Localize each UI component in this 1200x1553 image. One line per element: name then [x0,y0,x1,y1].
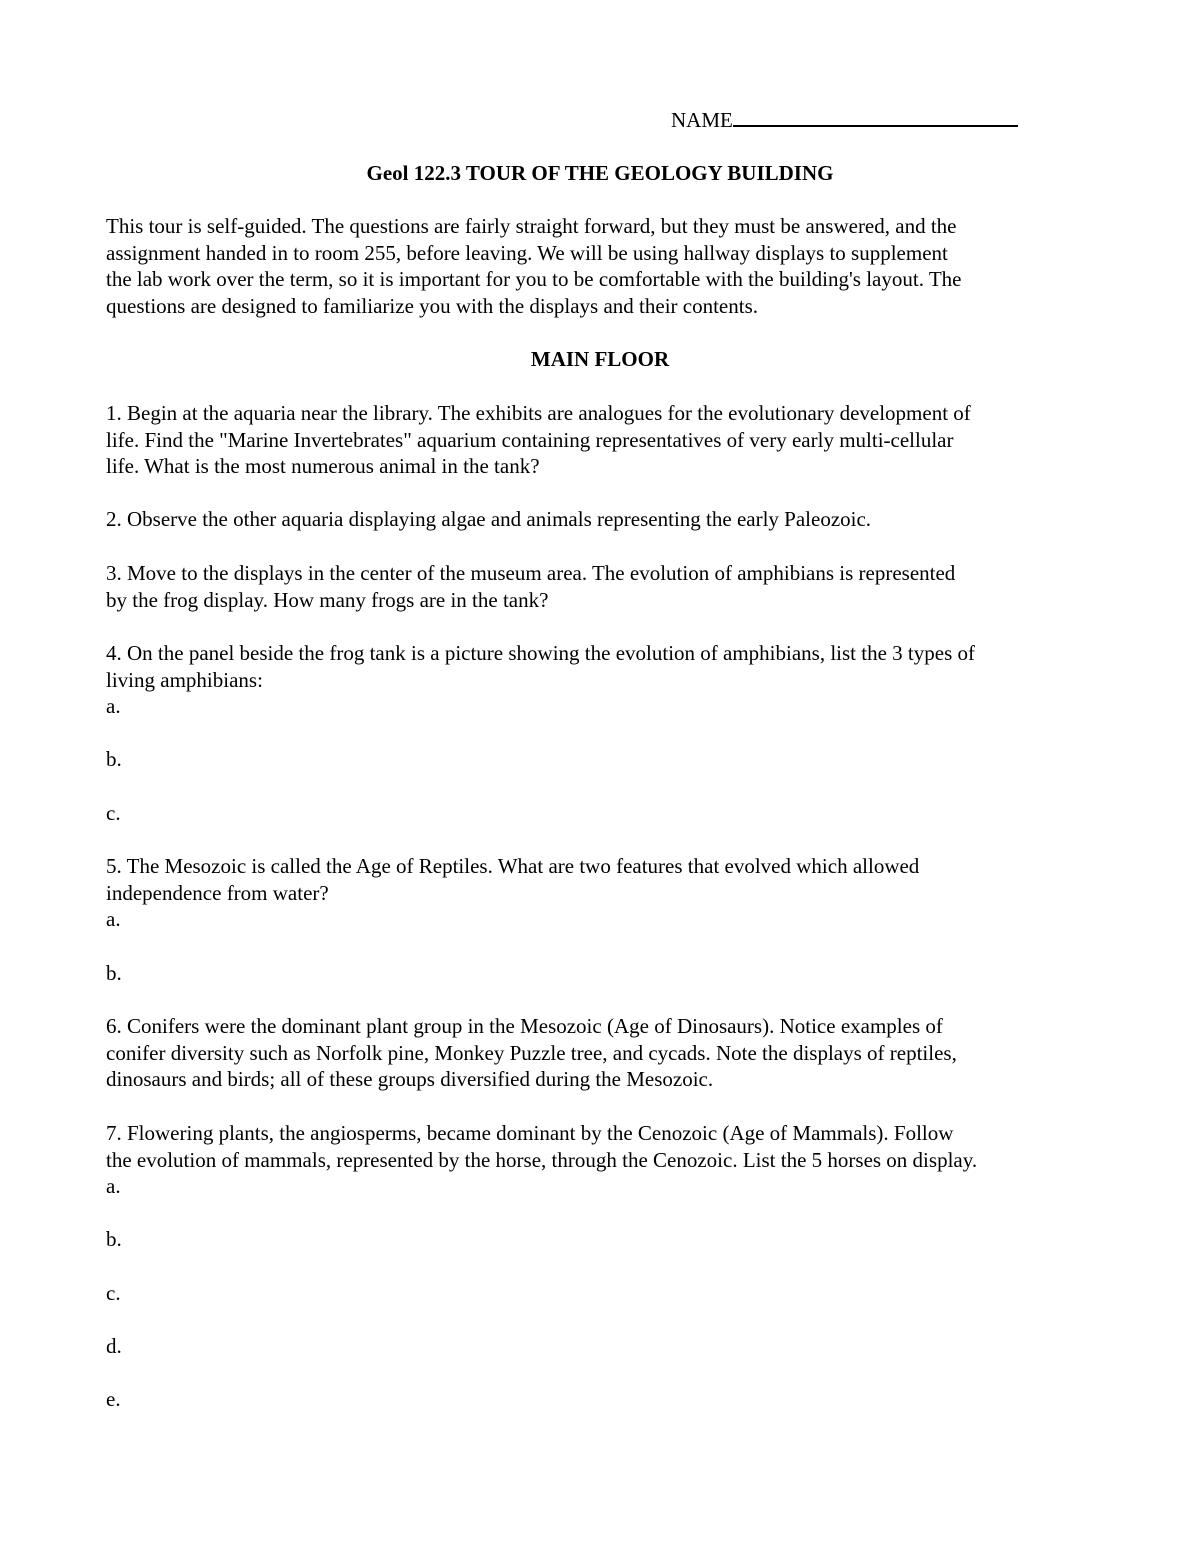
question-line: by the frog display. How many frogs are in the tank? [106,587,549,612]
question-line: 6. Conifers were the dominant plant group in the Mesozoic (Age of Dinosaurs). Notice examples of [106,1014,943,1038]
answer-7d[interactable]: d. [106,1334,122,1358]
intro-line: This tour is self-guided. The questions are fairly straight forward, but they must be answered, and the [106,214,957,238]
answer-7e[interactable]: e. [106,1387,121,1411]
question-line: the evolution of mammals, represented by the horse, through the Cenozoic. List the 5 horses on display. [106,1147,978,1172]
question-line: 1. Begin at the aquaria near the library. The exhibits are analogues for the evolutionary development of [106,401,971,425]
question-line: life. What is the most numerous animal in the tank? [106,454,540,478]
name-label: NAME [671,108,733,132]
question-line: 7. Flowering plants, the angiosperms, became dominant by the Cenozoic (Age of Mammals). Follow [106,1121,954,1145]
answer-7b[interactable]: b. [106,1227,122,1251]
answer-5a[interactable]: a. [106,907,121,931]
question-line: 4. On the panel beside the frog tank is a picture showing the evolution of amphibians, list the 3 types of [106,641,975,665]
answer-7c[interactable]: c. [106,1281,121,1305]
question-2 [106,506,1096,533]
question-3 [106,560,1096,613]
answer-4b[interactable]: b. [106,747,122,771]
question-line: independence from water? [106,880,329,905]
question-line: 3. Move to the displays in the center of the museum area. The evolution of amphibians is represented [106,561,956,585]
question-line: 5. The Mesozoic is called the Age of Reptiles. What are two features that evolved which allowed [106,854,920,878]
answer-7a[interactable]: a. [106,1174,121,1198]
question-7 [106,1120,1096,1173]
answer-4c[interactable]: c. [106,801,121,825]
name-field [671,107,1018,134]
question-line: living amphibians: [106,667,263,692]
answer-4a[interactable]: a. [106,694,121,718]
intro-paragraph [106,213,1096,319]
question-line: dinosaurs and birds; all of these groups diversified during the Mesozoic. [106,1067,714,1091]
section-heading: MAIN FLOOR [530,347,670,371]
intro-line: assignment handed in to room 255, before leaving. We will be using hallway displays to supplement [106,240,948,265]
page-title: Geol 122.3 TOUR OF THE GEOLOGY BUILDING [366,161,834,185]
intro-line: questions are designed to familiarize you with the displays and their contents. [106,293,759,318]
question-6 [106,1013,1096,1093]
question-line: life. Find the "Marine Invertebrates" aquarium containing representatives of very early multi-cellular [106,427,954,452]
question-line: conifer diversity such as Norfolk pine, Monkey Puzzle tree, and cycads. Note the displays of reptiles, [106,1040,957,1065]
question-5 [106,853,1096,906]
question-1 [106,400,1096,480]
name-blank-line[interactable] [733,107,1018,127]
question-4 [106,640,1096,693]
intro-line: the lab work over the term, so it is important for you to be comfortable with the building's layout. The [106,267,962,291]
answer-5b[interactable]: b. [106,961,122,985]
question-line: 2. Observe the other aquaria displaying algae and animals representing the early Paleozoic. [106,507,872,531]
